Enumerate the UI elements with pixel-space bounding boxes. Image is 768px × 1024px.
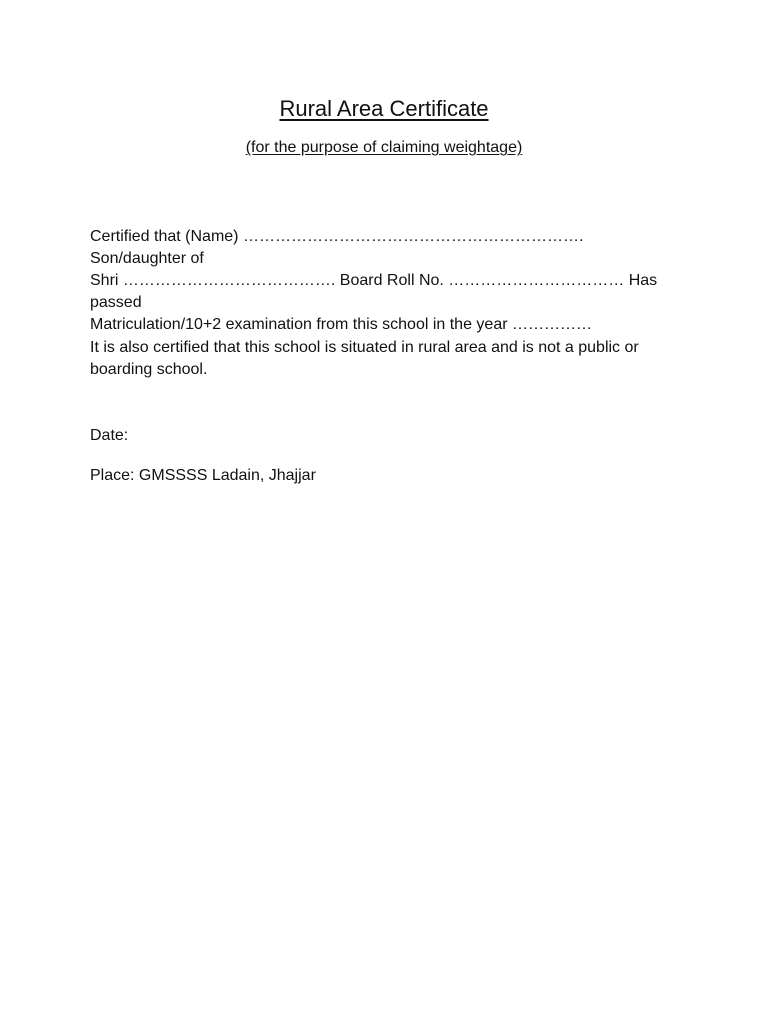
document-subtitle: (for the purpose of claiming weightage): [245, 139, 523, 156]
certification-line-2: Shri …………………………………. Board Roll No. …………………………… Has passed: [90, 272, 658, 311]
date-field: Date:: [90, 427, 129, 444]
document-title: Rural Area Certificate: [279, 96, 489, 121]
certification-line-3: Matriculation/10+2 examination from this school in the year ……………: [90, 316, 592, 333]
place-field: Place: GMSSSS Ladain, Jhajjar: [90, 467, 316, 484]
certification-line-1: Certified that (Name) ………………………………………………………. Son/daughter of: [90, 228, 584, 267]
rural-statement-paragraph: It is also certified that this school is situated in rural area and is not a public or boarding school.: [90, 339, 639, 378]
certification-paragraph: [90, 226, 680, 336]
